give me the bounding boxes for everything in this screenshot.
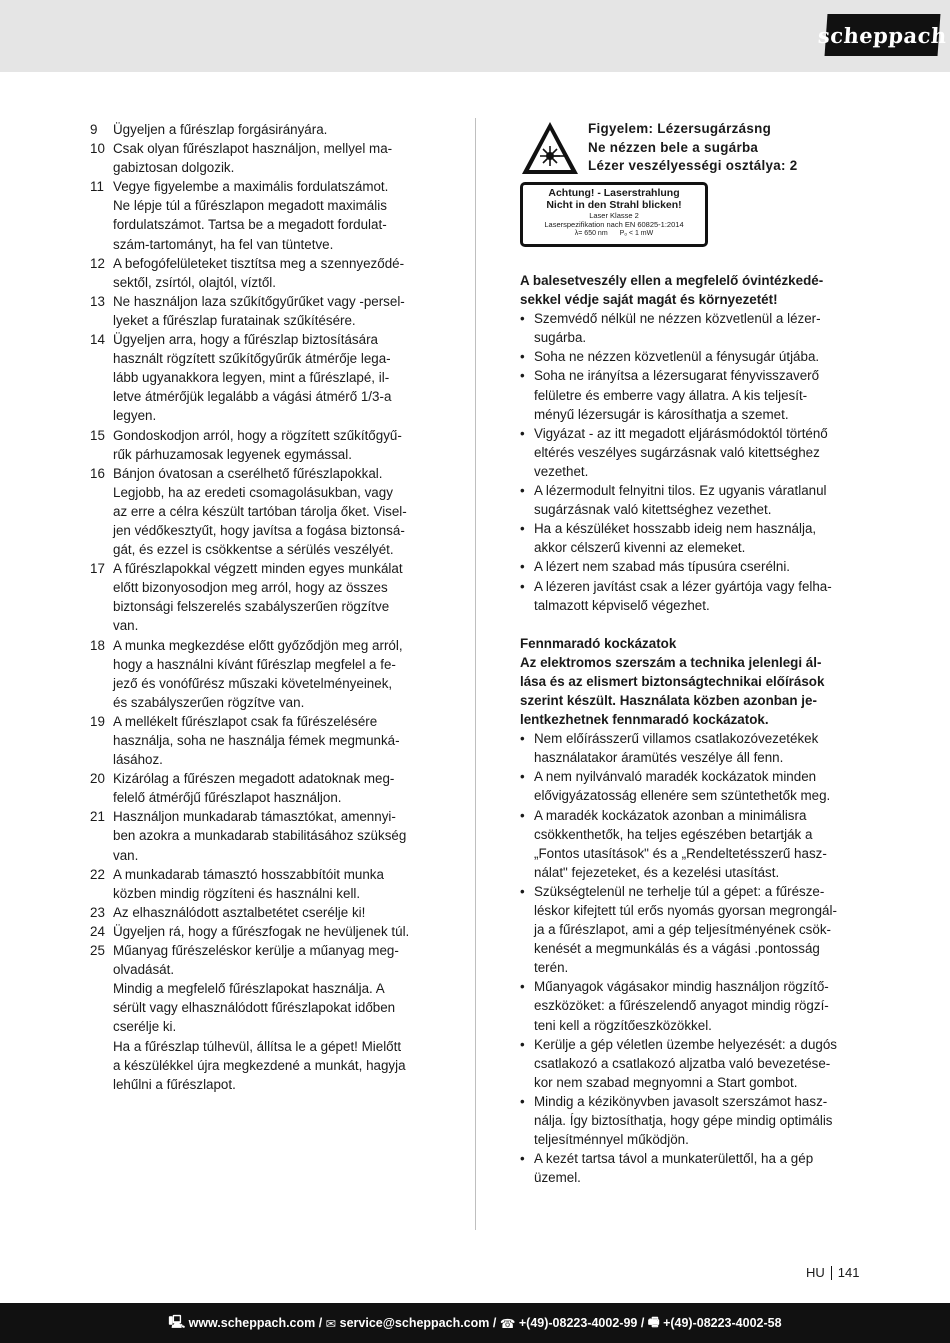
numbered-item xyxy=(90,941,430,979)
bullet-line: csatlakozó a csatlakozó aljzatba való bevezetése- xyxy=(534,1055,831,1071)
bullet-item xyxy=(520,557,860,576)
bullet-line: Soha ne nézzen közvetlenül a fénysugár útjába. xyxy=(534,349,820,365)
item-line: A munka megkezdése előtt győződjön meg arról, xyxy=(113,637,403,653)
footer-contact-bar xyxy=(0,1303,950,1343)
phone-icon: ☎ xyxy=(499,1316,519,1331)
bullet-line: Soha ne irányítsa a lézersugarat fényvisszaverő xyxy=(534,368,820,384)
bullet-item xyxy=(520,309,860,347)
bullet-dot: • xyxy=(520,807,525,823)
bullet-dot: • xyxy=(520,368,525,384)
bullet-text xyxy=(534,557,860,576)
bullet-item xyxy=(520,1092,860,1149)
residual-intro-line: Az elektromos szerszám a technika jelenlegi ál- xyxy=(520,654,822,670)
item-line: olvadását. xyxy=(113,962,175,978)
right-column xyxy=(520,120,860,1187)
bullet-item xyxy=(520,767,860,805)
residual-title: Fennmaradó kockázatok xyxy=(520,635,677,651)
item-line: biztonsági felszerelés szabályszerűen rögzítve xyxy=(113,599,390,615)
residual-bullet-list xyxy=(520,729,860,1187)
bullet-line: eszközöket: a fűrészelendő anyagot mindig rögzí- xyxy=(534,998,829,1014)
item-number: 18 xyxy=(90,637,105,653)
bullet-dot: • xyxy=(520,979,525,995)
item-line: sérült vagy elhasználódott fűrészlapokat időben xyxy=(113,1000,396,1016)
bullet-dot: • xyxy=(520,769,525,785)
bullet-line: A maradék kockázatok azonban a minimálisra xyxy=(534,807,807,823)
item-line: Az elhasználódott asztalbetétet cserélje ki! xyxy=(113,904,366,920)
page-number xyxy=(806,1265,859,1280)
item-text xyxy=(113,330,430,425)
item-text xyxy=(113,807,430,864)
bullet-item xyxy=(520,519,860,557)
bullet-item xyxy=(520,806,860,882)
item-text xyxy=(113,712,430,769)
item-line: rűk párhuzamosak legyenek egymással. xyxy=(113,446,352,462)
item-line: előtt bizonyosodjon meg arról, hogy az összes xyxy=(113,580,388,596)
item-line: Kizárólag a fűrészen megadott adatoknak meg- xyxy=(113,771,395,787)
item-number: 12 xyxy=(90,255,105,271)
item-number: 21 xyxy=(90,809,105,825)
item-number: 22 xyxy=(90,866,105,882)
bullet-line: Műanyagok vágásakor mindig használjon rögzítő- xyxy=(534,979,829,995)
item-line: A munkadarab támasztó hosszabbítóit munka xyxy=(113,866,384,882)
bullet-line: terén. xyxy=(534,960,569,976)
item-number: 24 xyxy=(90,923,105,939)
item-line: Gondoskodjon arról, hogy a rögzített szűkítőgyű- xyxy=(113,427,402,443)
protect-heading-line: A balesetveszély ellen a megfelelő óvintézkedé- xyxy=(520,273,824,288)
item-line: letve átmérőjük legalább a vágási átmérő 1/3-a xyxy=(113,389,392,405)
laser-heading-line: Lézer veszélyességi osztálya: 2 xyxy=(588,158,798,173)
numbered-item xyxy=(90,712,430,769)
laser-heading-line: Ne nézzen bele a sugárba xyxy=(588,139,759,155)
left-column xyxy=(90,120,430,1094)
bullet-item xyxy=(520,481,860,519)
protect-heading xyxy=(520,271,860,309)
page-number-separator xyxy=(831,1266,832,1280)
bullet-text xyxy=(534,519,860,557)
laser-warning xyxy=(520,120,860,176)
item-text xyxy=(113,636,430,712)
bullet-text xyxy=(534,729,860,767)
bullet-item xyxy=(520,577,860,615)
bullet-item xyxy=(520,977,860,1034)
item-text xyxy=(113,139,430,177)
label-line: Nicht in den Strahl blicken! xyxy=(546,199,682,211)
numbered-item xyxy=(90,292,430,330)
item-line: Mindig a megfelelő fűrészlapokat használja. A xyxy=(113,981,385,997)
label-wavelength: λ= 650 nm xyxy=(574,230,608,237)
bullet-item xyxy=(520,882,860,977)
item-line: a készülékkel újra megkezdené a munkát, hagyja xyxy=(113,1057,406,1073)
item-text xyxy=(113,941,430,979)
bullet-line: Vigyázat - az itt megadott eljárásmódoktól történő xyxy=(534,425,828,441)
bullet-line: nálat" fejezeteket, és a kezelési utasítást. xyxy=(534,864,780,880)
bullet-text xyxy=(534,806,860,882)
item-line: fordulatszámot. Tartsa be a megadott fordulat- xyxy=(113,217,387,233)
bullet-dot: • xyxy=(520,1036,525,1052)
item-line: lább ugyanakkora legyen, mint a fűrészlapé, il- xyxy=(113,370,390,386)
bullet-line: Kerülje a gép véletlen üzembe helyezését: a dugós xyxy=(534,1036,837,1052)
item-line: felelő átmérőjű fűrészlapot használjon. xyxy=(113,790,342,806)
bullet-line: csökkenthetők, ha teljes egészében betartják a xyxy=(534,826,813,842)
item-line: szám-tartományt, ha fel van tüntetve. xyxy=(113,236,334,252)
item-line: jen védőkesztyűt, hogy javítsa a fogása biztonsá- xyxy=(113,522,405,538)
bullet-text xyxy=(534,424,860,481)
item-text xyxy=(113,865,430,903)
item-number: 9 xyxy=(90,122,98,137)
item-text xyxy=(113,903,430,922)
bullet-line: kenését a megmunkálás és a vágási .pontosság xyxy=(534,941,820,957)
bullet-line: Szemvédő nélkül ne nézzen közvetlenül a lézer- xyxy=(534,311,821,327)
numbered-item xyxy=(90,807,430,864)
bullet-text xyxy=(534,1035,860,1092)
item-line: jező és vonófűrész műszaki követelményeinek, xyxy=(113,675,393,691)
bullet-line: sugárzásnak való kitettséghez vezethet. xyxy=(534,502,772,518)
bullet-dot: • xyxy=(520,578,525,594)
item-line: Ügyeljen arra, hogy a fűrészlap biztosítására xyxy=(113,332,378,348)
item-text xyxy=(113,254,430,292)
item-line: Műanyag fűrészeléskor kerülje a műanyag meg- xyxy=(113,943,399,959)
numbered-item xyxy=(90,922,430,941)
item-number: 19 xyxy=(90,713,105,729)
page-number-value: 141 xyxy=(837,1265,860,1280)
numbered-item xyxy=(90,903,430,922)
bullet-text xyxy=(534,767,860,805)
item-line: Használjon munkadarab támasztókat, amennyi- xyxy=(113,809,396,825)
protect-bullet-list xyxy=(520,309,860,615)
item-line: Vegye figyelembe a maximális fordulatszámot. xyxy=(113,179,389,195)
item-text xyxy=(113,292,430,330)
bullet-text xyxy=(534,577,860,615)
bullet-item xyxy=(520,1149,860,1187)
item-line: Legjobb, ha az eredeti csomagolásukban, vagy xyxy=(113,484,393,500)
bullet-line: A lézert nem szabad más típusúra cserélni. xyxy=(534,559,791,575)
bullet-line: teni kell a rögzítőeszközökkel. xyxy=(534,1017,712,1033)
page-language: HU xyxy=(806,1265,825,1280)
bullet-dot: • xyxy=(520,349,525,365)
bullet-line: akkor célszerű kivenni az elemeket. xyxy=(534,540,746,556)
numbered-item xyxy=(90,769,430,807)
item-text xyxy=(113,559,430,635)
item-line: A mellékelt fűrészlapot csak fa fűrészelésére xyxy=(113,713,378,729)
bullet-text xyxy=(534,1092,860,1149)
item-number: 15 xyxy=(90,427,105,443)
numbered-item xyxy=(90,426,430,464)
bullet-line: talmazott képviselő végezhet. xyxy=(534,597,710,613)
item-line: Ne használjon laza szűkítőgyűrűket vagy -persel- xyxy=(113,293,405,309)
item-line: van. xyxy=(113,847,139,863)
bullet-dot: • xyxy=(520,483,525,499)
item-line: használt rögzített szűkítőgyűrűk átmérője lega- xyxy=(113,351,391,367)
bullet-text xyxy=(534,882,860,977)
header-band xyxy=(0,0,950,72)
item-line: van. xyxy=(113,618,139,634)
item-text xyxy=(113,769,430,807)
bullet-line: A nem nyilvánvaló maradék kockázatok minden xyxy=(534,769,817,785)
bullet-dot: • xyxy=(520,559,525,575)
item-line: legyen. xyxy=(113,408,157,424)
bullet-line: A lézeren javítást csak a lézer gyártója vagy felha- xyxy=(534,578,832,594)
footer-separator: / xyxy=(315,1316,326,1330)
footer-separator: / xyxy=(637,1316,648,1330)
numbered-item xyxy=(90,464,430,559)
item-text xyxy=(113,426,430,464)
footer-phone: +(49)-08223-4002-99 xyxy=(518,1316,638,1330)
bullet-text xyxy=(534,366,860,423)
item-line: cserélje ki. xyxy=(113,1019,177,1035)
numbered-item xyxy=(90,177,430,253)
item-text xyxy=(113,120,430,139)
bullet-item xyxy=(520,424,860,481)
item-line: Ügyeljen rá, hogy a fűrészfogak ne hevüljenek túl. xyxy=(113,923,410,939)
label-line: Laserspezifikation nach EN 60825-1:2014 xyxy=(544,220,684,229)
bullet-line: A lézermodult felnyitni tilos. Ez ugyanis váratlanul xyxy=(534,483,827,499)
bullet-line: eltérés veszélyes sugárzásnak való kitettséghez xyxy=(534,444,820,460)
bullet-line: kor nem szabad megnyomni a Start gombot. xyxy=(534,1074,798,1090)
numbered-item xyxy=(90,865,430,903)
residual-intro-line: szerint készült. Használata közben azonban je- xyxy=(520,692,817,708)
bullet-line: felületre és emberre vagy állatra. A kis teljesít- xyxy=(534,387,808,403)
bullet-item xyxy=(520,1035,860,1092)
item-number: 25 xyxy=(90,943,105,959)
item-line: Bánjon óvatosan a cserélhető fűrészlapokkal. xyxy=(113,465,383,481)
item-line: sektől, zsírtól, olajtól, víztől. xyxy=(113,274,276,290)
item-line: gát, és ezzel is csökkentse a sérülés veszélyét. xyxy=(113,542,394,558)
item-line: gabiztosan dolgozik. xyxy=(113,160,235,176)
bullet-dot: • xyxy=(520,883,525,899)
mail-icon: ✉ xyxy=(325,1316,340,1331)
numbered-item xyxy=(90,254,430,292)
numbered-item xyxy=(90,120,430,139)
protect-heading-line: sekkel védje saját magát és környezetét! xyxy=(520,292,778,308)
item-continuation xyxy=(90,979,430,1036)
item-number: 16 xyxy=(90,465,105,481)
item-number: 23 xyxy=(90,904,105,920)
bullet-line: léskor kifejtett túl erős nyomás gyorsan megrongál- xyxy=(534,903,837,918)
bullet-line: A kezét tartsa távol a munkaterülettől, ha a gép xyxy=(534,1151,814,1167)
item-line: hogy a használni kívánt fűrészlap megfelel a fe- xyxy=(113,656,396,672)
footer-website[interactable]: www.scheppach.com xyxy=(188,1316,316,1330)
bullet-line: Nem előírásszerű villamos csatlakozóvezetékek xyxy=(534,731,819,747)
item-line: Ha a fűrészlap túlhevül, állítsa le a gépet! Mielőtt xyxy=(113,1038,402,1054)
laser-class-label xyxy=(520,182,708,247)
bullet-dot: • xyxy=(520,731,525,747)
item-line: közben mindig rögzíteni és használni kell. xyxy=(113,885,361,901)
bullet-line: Mindig a kézikönyvben javasolt szerszámot hasz- xyxy=(534,1093,828,1109)
footer-fax: +(49)-08223-4002-58 xyxy=(663,1316,782,1330)
laser-warning-heading xyxy=(588,120,798,176)
item-text xyxy=(113,177,430,253)
bullet-line: ményű lézersugár is károsíthatja a szemet. xyxy=(534,406,789,422)
bullet-dot: • xyxy=(520,1093,525,1109)
item-line: használja, soha ne használja fémek megmunká- xyxy=(113,733,400,748)
bullet-line: teljesítménnyel működjön. xyxy=(534,1132,689,1148)
bullet-line: vezethet. xyxy=(534,463,589,479)
column-divider xyxy=(475,118,476,1230)
bullet-dot: • xyxy=(520,1151,525,1167)
residual-intro xyxy=(520,653,860,729)
bullet-item xyxy=(520,347,860,366)
residual-intro-line: lentkezhetnek fennmaradó kockázatok. xyxy=(520,712,769,728)
computer-icon: 🖳 xyxy=(168,1314,189,1329)
bullet-text xyxy=(534,309,860,347)
bullet-line: elővigyázatosság ellenére sem szüntethetők meg. xyxy=(534,788,831,804)
item-line: lehűlni a fűrészlapot. xyxy=(113,1076,236,1092)
item-line: lyeket a fűrészlap furatainak szűkítésére. xyxy=(113,312,356,328)
bullet-line: ja a fűrészlapot, ami a gép teljesítményének csök- xyxy=(534,922,831,938)
bullet-line: nálja. Így biztosíthatja, hogy gépe mindig optimális xyxy=(534,1113,833,1129)
item-line: lásához. xyxy=(113,752,163,768)
bullet-line: „Fontos utasítások" és a „Rendeltetésszerű hasz- xyxy=(534,845,827,861)
item-number: 14 xyxy=(90,332,105,348)
item-line: Ügyeljen a fűrészlap forgásirányára. xyxy=(113,122,328,137)
bullet-text xyxy=(534,1149,860,1187)
item-text xyxy=(113,922,430,941)
numbered-item xyxy=(90,636,430,712)
bullet-item xyxy=(520,729,860,767)
scheppach-logo: scheppach xyxy=(825,14,941,56)
fax-icon: 🖷 xyxy=(647,1314,664,1329)
bullet-dot: • xyxy=(520,425,525,441)
item-line: A befogófelületeket tisztítsa meg a szennyeződé- xyxy=(113,255,405,271)
item-number: 17 xyxy=(90,561,105,577)
item-line: Ne lépje túl a fűrészlapon megadott maximális xyxy=(113,198,387,214)
item-number: 13 xyxy=(90,293,105,309)
laser-warning-icon xyxy=(520,120,580,176)
item-line: az erre a célra készült tartóban tárolja őket. Visel- xyxy=(113,503,407,519)
label-line xyxy=(527,229,701,238)
numbered-item xyxy=(90,330,430,425)
numbered-item xyxy=(90,559,430,635)
item-line: ben azokra a munkadarab stabilitásához szükség xyxy=(113,828,407,844)
item-line: Csak olyan fűrészlapot használjon, mellyel ma- xyxy=(113,141,393,157)
item-line: és szabályszerűen rögzítve van. xyxy=(113,694,305,710)
residual-intro-line: lása és az elismert biztonságtechnikai előírások xyxy=(520,673,825,689)
label-line: Laser Klasse 2 xyxy=(589,211,639,220)
item-text xyxy=(113,464,430,559)
bullet-line: sugárba. xyxy=(534,330,587,346)
bullet-line: Ha a készüléket hosszabb ideig nem használja, xyxy=(534,521,817,537)
bullet-line: Szükségtelenül ne terhelje túl a gépet: a fűrésze- xyxy=(534,883,825,899)
item-number: 10 xyxy=(90,141,105,157)
item-number: 20 xyxy=(90,771,105,787)
label-line: Achtung! - Laserstrahlung xyxy=(548,187,680,199)
footer-email[interactable]: service@scheppach.com xyxy=(339,1316,490,1330)
item-line: A fűrészlapokkal végzett minden egyes munkálat xyxy=(113,561,403,577)
item-number: 11 xyxy=(90,179,104,195)
bullet-text xyxy=(534,481,860,519)
footer-separator: / xyxy=(489,1316,500,1330)
bullet-line: használatakor áramütés veszélye áll fenn. xyxy=(534,750,784,766)
bullet-line: üzemel. xyxy=(534,1170,581,1186)
bullet-text xyxy=(534,977,860,1034)
label-power: Pₒ < 1 mW xyxy=(619,230,654,237)
bullet-dot: • xyxy=(520,311,525,327)
numbered-item xyxy=(90,139,430,177)
bullet-item xyxy=(520,366,860,423)
item-continuation xyxy=(90,1037,430,1094)
laser-heading-line: Figyelem: Lézersugárzásng xyxy=(588,121,772,136)
bullet-dot: • xyxy=(520,521,525,537)
bullet-text xyxy=(534,347,860,366)
